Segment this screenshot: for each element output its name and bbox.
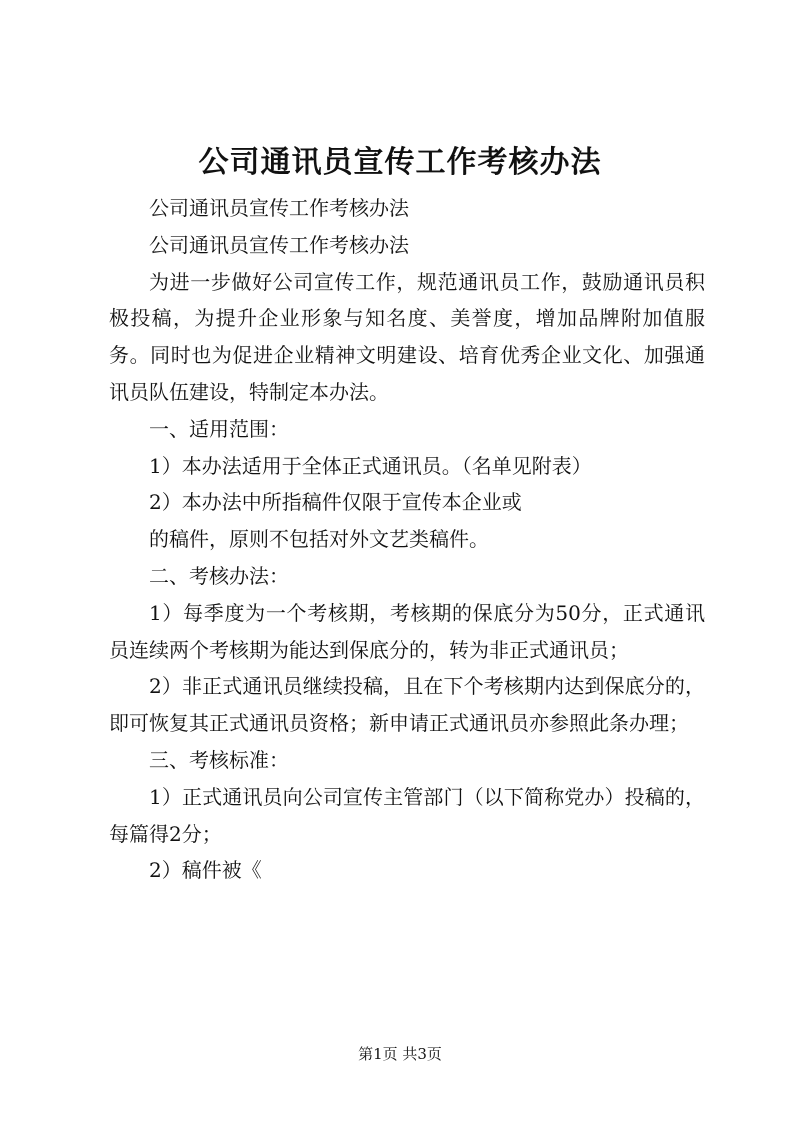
document-title: 公司通讯员宣传工作考核办法 [198, 145, 602, 180]
paragraph: 1）本办法适用于全体正式通讯员。（名单见附表） [149, 453, 592, 478]
paragraph: 公司通讯员宣传工作考核办法 [149, 196, 409, 220]
paragraph: 的稿件，原则不包括对外文艺类稿件。 [149, 527, 489, 552]
document-body [109, 190, 705, 889]
paragraph: 2）稿件被《 [149, 858, 262, 883]
paragraph: 公司通讯员宣传工作考核办法 [149, 232, 409, 257]
section-heading: 一、适用范围： [149, 416, 289, 441]
section-heading: 三、考核标准： [149, 747, 289, 772]
paragraph: 1）正式通讯员向公司宣传主管部门（以下简称党办）投稿的，每篇得2分； [109, 784, 705, 846]
paragraph: 2）非正式通讯员继续投稿，且在下个考核期内达到保底分的，即可恢复其正式通讯员资格；新申请正式通讯员亦参照此条办理； [109, 674, 705, 736]
paragraph: 为进一步做好公司宣传工作，规范通讯员工作，鼓励通讯员积极投稿，为提升企业形象与知名度、美誉度，增加品牌附加值服务。同时也为促进企业精神文明建设、培育优秀企业文化、加强通讯员队伍建设，特制定本办法。 [109, 269, 705, 404]
page-footer: 第1页 共3页 [358, 1045, 442, 1063]
section-heading: 二、考核办法： [149, 563, 289, 588]
paragraph: 1）每季度为一个考核期，考核期的保底分为50分，正式通讯员连续两个考核期为能达到保底分的，转为非正式通讯员； [109, 600, 705, 662]
paragraph: 2）本办法中所指稿件仅限于宣传本企业或 [149, 490, 522, 515]
